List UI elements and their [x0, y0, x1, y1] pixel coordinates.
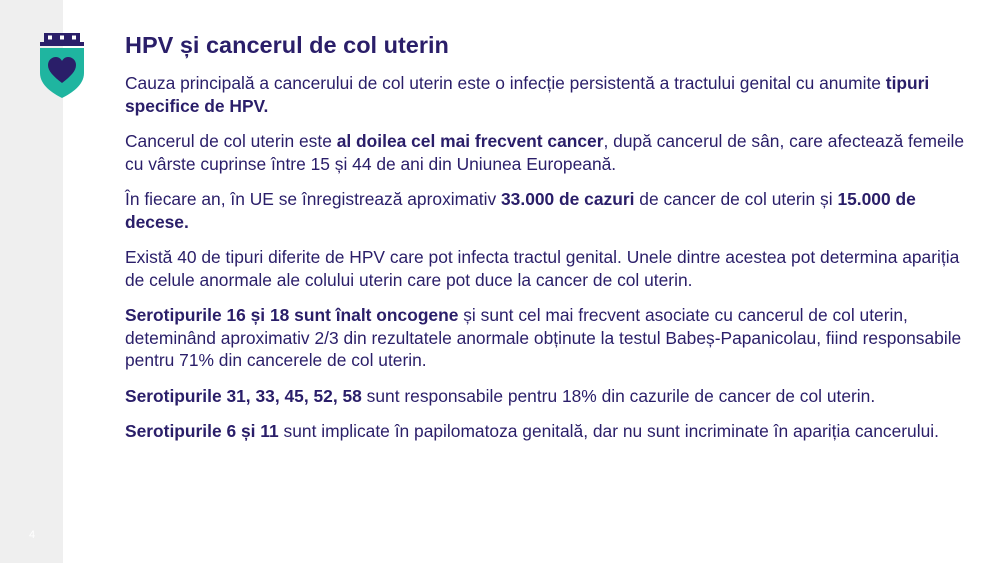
slide-content — [125, 30, 965, 456]
page-number: 4 — [28, 529, 36, 541]
text-segment: , după cancerul de sân, care afectează femeile cu vârste cuprinse între 15 și 44 de ani din Uniunea Europeană. — [125, 131, 965, 174]
emphasis-segment: Serotipurile 16 și 18 sunt înalt oncogene — [125, 305, 459, 325]
paragraph-serotypes-16-18 — [125, 304, 965, 372]
text-segment: sunt responsabile pentru 18% din cazurile de cancer de col uterin. — [361, 385, 876, 406]
emphasis-segment: al doilea cel mai frecvent cancer — [336, 131, 604, 151]
paragraph-cause — [125, 72, 965, 117]
emphasis-segment: Serotipurile 6 și 11 — [125, 421, 279, 441]
text-segment: sunt implicate în papilomatoza genitală, dar nu sunt incriminate în apariția cancerului. — [278, 421, 939, 441]
emphasis-segment: tipuri specifice de HPV. — [125, 73, 930, 116]
paragraph-serotypes-6-11 — [125, 420, 965, 443]
paragraph-statistics — [125, 188, 965, 233]
emphasis-segment: 33.000 de cazuri — [501, 189, 635, 209]
shield-heart-icon — [38, 33, 86, 99]
text-segment: și sunt cel mai frecvent asociate cu cancerul de col uterin, deteminând aproximativ 2/3 din rezultatele anormale obținute la testul Babeș-Papanicolau, fiind responsabile pentru 71% din cancerele de col uterin. — [125, 305, 962, 370]
text-segment: Cancerul de col uterin este — [125, 131, 337, 151]
text-segment: de cancer de col uterin și — [634, 189, 838, 209]
paragraph-serotypes-31-58 — [125, 385, 965, 408]
slide-title: HPV și cancerul de col uterin — [125, 32, 449, 58]
text-segment: Există 40 de tipuri diferite de HPV care pot infecta tractul genital. Unele dintre acestea pot determina apariția de celule anormale ale colului uterin care pot duce la cancer de col uterin. — [125, 247, 960, 290]
emphasis-segment: 15.000 de decese. — [125, 189, 916, 232]
text-segment: În fiecare an, în UE se înregistrează aproximativ — [125, 189, 502, 209]
paragraph-frequency — [125, 130, 965, 175]
emphasis-segment: Serotipurile 31, 33, 45, 52, 58 — [125, 385, 362, 406]
text-segment: Cauza principală a cancerului de col uterin este o infecție persistentă a tractului genital cu anumite — [125, 73, 886, 93]
paragraph-types — [125, 246, 965, 291]
